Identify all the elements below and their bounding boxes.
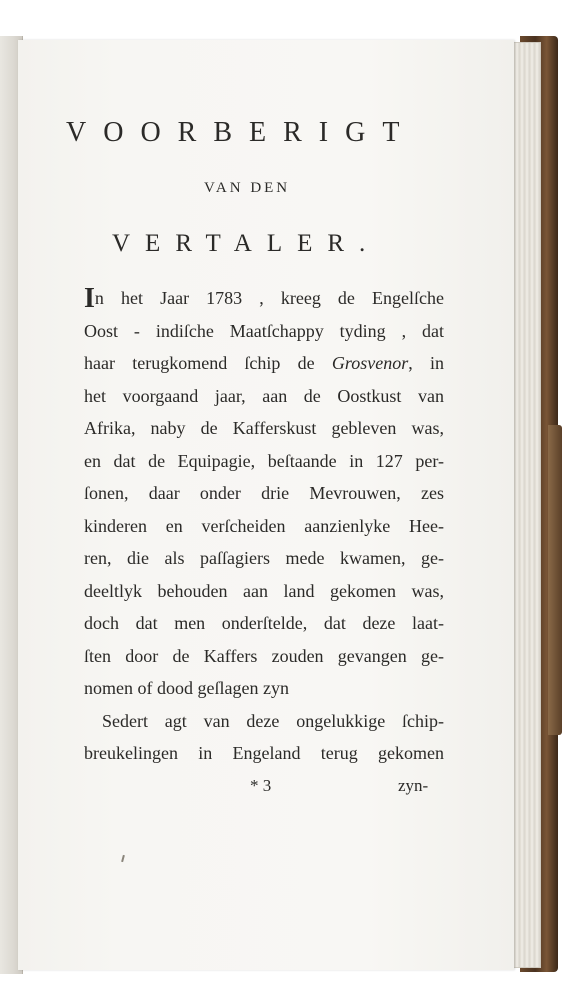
text-line: breukelingen in Engeland terug gekomen	[84, 743, 444, 763]
text-line: kinderen en verſcheiden aanzienlyke Hee-	[84, 515, 444, 536]
text-line	[84, 347, 444, 380]
catchword: zyn-	[398, 776, 429, 795]
cover-clasp	[548, 425, 562, 735]
text-line: ſonen, daar onder drie Mevrouwen, zes	[84, 483, 444, 503]
signature-mark: * 3	[250, 776, 272, 795]
text-line: Afrika, naby de Kafferskust gebleven was,	[84, 418, 444, 438]
text-line: nomen of dood geſlagen zyn	[84, 678, 289, 698]
text-line	[84, 282, 444, 315]
body-text	[84, 282, 444, 770]
text-line-tail: , in	[408, 353, 444, 373]
text-line: ſten door de Kaffers zouden gevangen ge-	[84, 645, 444, 666]
title-vertaler: VERTALER.	[112, 230, 381, 257]
text-line: Sedert agt van deze ongelukkige ſchip-	[102, 710, 444, 731]
drop-cap: I	[84, 283, 95, 314]
text-line: deeltlyk behouden aan land gekomen was,	[84, 580, 444, 601]
text-line-content: haar terugkomend ſchip de	[84, 353, 332, 373]
text-line: het voorgaand jaar, aan de Oostkust van	[84, 385, 444, 406]
text-line: doch dat men onderſtelde, dat deze laat-	[84, 613, 444, 633]
title-van-den: VAN DEN	[204, 180, 291, 196]
text-line: ren, die als paſſagiers mede kwamen, ge-	[84, 548, 444, 568]
title-voorberigt: VOORBERIGT	[66, 117, 417, 148]
ship-name: Grosvenor	[331, 353, 409, 373]
text-line: en dat de Equipagie, beſtaande in 127 per-	[84, 450, 444, 471]
text-line-content: n het Jaar 1783 , kreeg de Engelſche	[94, 288, 444, 308]
text-line: Oost - indiſche Maatſchappy tyding , dat	[84, 320, 444, 341]
